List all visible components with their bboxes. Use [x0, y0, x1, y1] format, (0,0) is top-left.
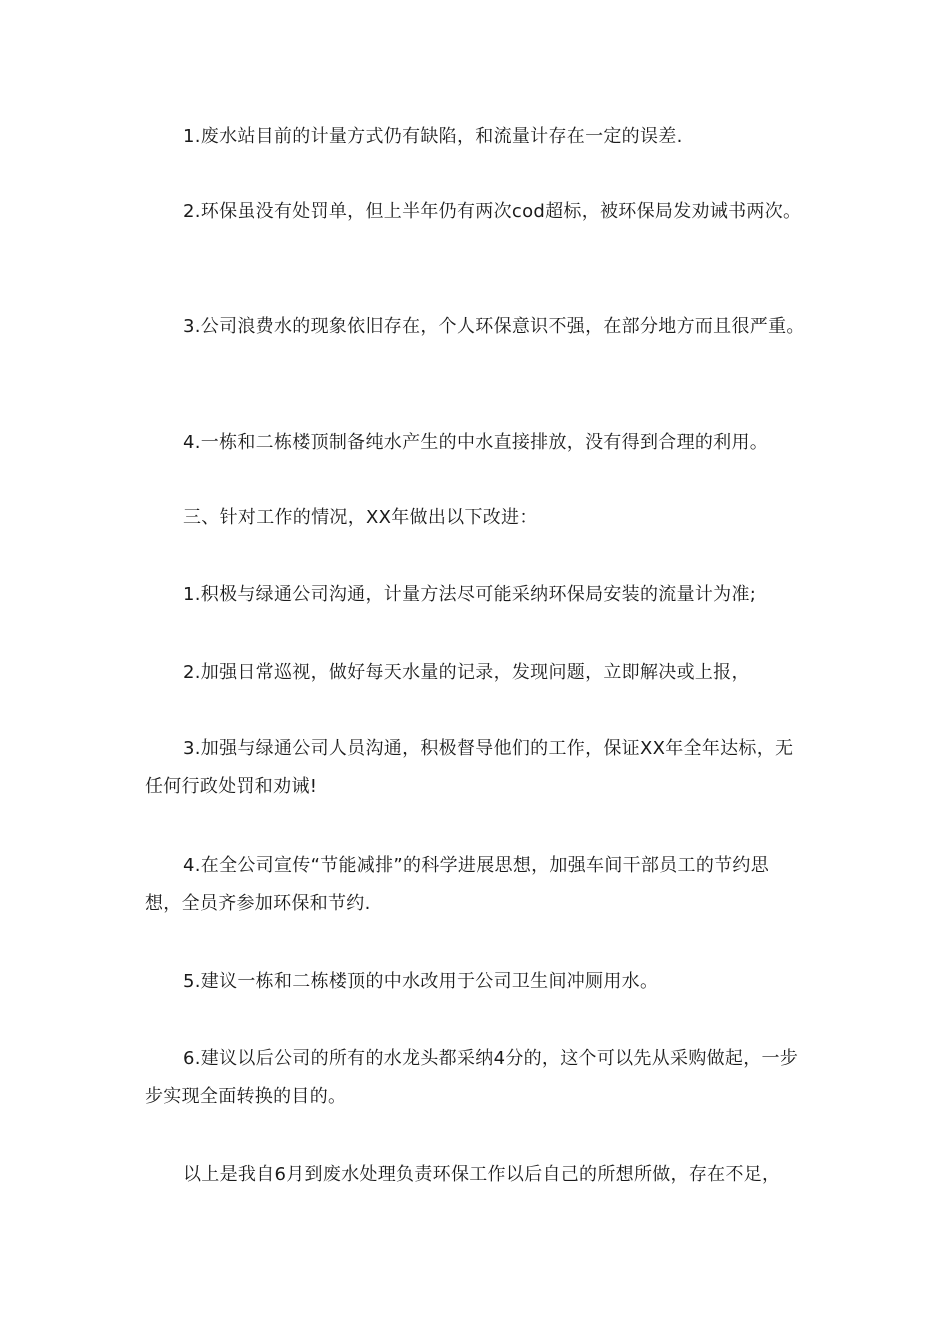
paragraph-improvement-5: 5.建议一栋和二栋楼顶的中水改用于公司卫生间冲厕用水。: [183, 971, 659, 992]
paragraph-improvement-2: 2.加强日常巡视，做好每天水量的记录，发现问题，立即解决或上报，: [183, 662, 750, 683]
section-heading-improvements: 三、针对工作的情况，XX年做出以下改进：: [183, 507, 538, 528]
paragraph-improvement-6: 6.建议以后公司的所有的水龙头都采纳4分的，这个可以先从采购做起，一步步实现全面转换的目的。: [145, 1048, 799, 1107]
paragraph-closing: 以上是我自6月到废水处理负责环保工作以后自己的所想所做，存在不足，: [183, 1164, 781, 1185]
paragraph-issue-2: 2.环保虽没有处罚单，但上半年仍有两次cod超标，被环保局发劝诫书两次。: [183, 201, 802, 222]
paragraph-improvement-4: 4.在全公司宣传“节能减排”的科学进展思想，加强车间干部员工的节约思想，全员齐参加环保和节约.: [145, 855, 770, 914]
paragraph-improvement-1: 1.积极与绿通公司沟通，计量方法尽可能采纳环保局安装的流量计为准;: [183, 584, 757, 605]
paragraph-issue-4: 4.一栋和二栋楼顶制备纯水产生的中水直接排放，没有得到合理的利用。: [183, 432, 769, 453]
paragraph-issue-3: 3.公司浪费水的现象依旧存在，个人环保意识不强，在部分地方而且很严重。: [183, 316, 805, 337]
paragraph-improvement-3: 3.加强与绿通公司人员沟通，积极督导他们的工作，保证XX年全年达标，无任何行政处罚和劝诫!: [145, 738, 794, 797]
paragraph-issue-1: 1.废水站目前的计量方式仍有缺陷，和流量计存在一定的误差.: [183, 126, 683, 147]
